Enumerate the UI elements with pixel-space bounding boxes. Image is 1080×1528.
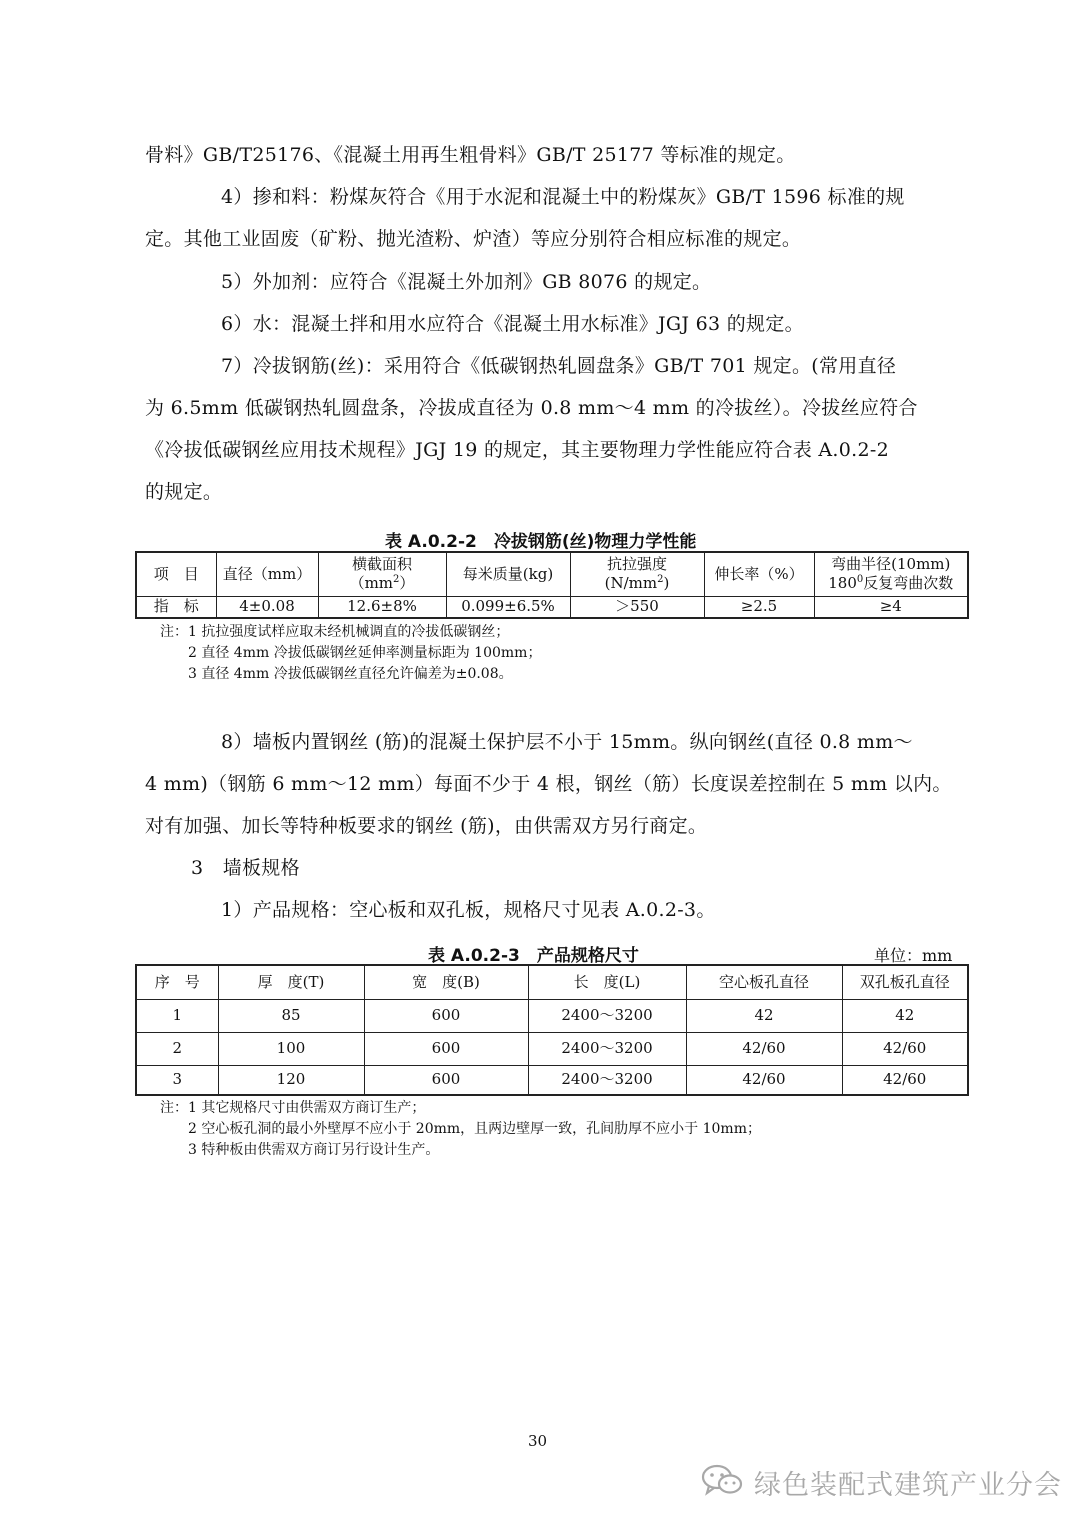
header-cell: 弯曲半径(10mm) $180^0$反复弯曲次数 [814,552,968,596]
table-cell: 100 [218,1032,364,1065]
text-line: 7）冷拔钢筋(丝)：采用符合《低碳钢热轧圆盘条》GB/T 701 规定。(常用直径 [221,355,897,377]
text-line: 4 mm)（钢筋 6 mm～12 mm）每面不少于 4 根，钢丝（筋）长度误差控制在 5 mm 以内。 [145,773,952,795]
note-line: 2 直径 4mm 冷拔低碳钢丝延伸率测量标距为 100mm； [188,645,542,661]
table-cell: 42/60 [842,1032,968,1065]
watermark [700,1462,1062,1502]
header-cell: 厚 度(T) [218,965,364,999]
text-line: 4）掺和料：粉煤灰符合《用于水泥和混凝土中的粉煤灰》GB/T 1596 标准的规 [221,186,905,208]
header-cell: 伸长率（%） [704,552,814,596]
table-row [136,1065,968,1095]
watermark-text: 绿色装配式建筑产业分会 [754,1469,1062,1501]
table-caption: 表 A.0.2-3 产品规格尺寸 [428,946,639,966]
table-cell: 600 [364,1032,528,1065]
table-header-row [136,965,968,999]
paragraph-concrete-cover [145,721,960,847]
table-cell: ＞550 [570,596,704,618]
page-number: 30 [528,1432,548,1450]
header-cell: 双孔板孔直径 [842,965,968,999]
table-cell: 2400～3200 [528,999,686,1032]
header-cell: 空心板孔直径 [686,965,842,999]
text-line: 8）墙板内置钢丝 (筋)的混凝土保护层不小于 15mm。纵向钢丝(直径 0.8 mm～ [221,731,913,753]
paragraph-admixture-fly-ash [145,176,960,260]
text-line: 6）水：混凝土拌和用水应符合《混凝土用水标准》JGJ 63 的规定。 [221,313,804,335]
table-cell: 600 [364,1065,528,1095]
table-row [136,1032,968,1065]
text-line: 定。其他工业固废（矿粉、抛光渣粉、炉渣）等应分别符合相应标准的规定。 [145,228,802,250]
note-line: 3 直径 4mm 冷拔低碳钢丝直径允许偏差为±0.08。 [188,666,513,682]
table-cell: 2400～3200 [528,1032,686,1065]
paragraph-additive [145,261,960,303]
product-spec-table [135,964,969,1096]
table-cell: 12.6±8% [318,596,446,618]
table-cell: 指 标 [136,596,216,618]
table-cell: 2 [136,1032,218,1065]
table-cell: 42 [842,999,968,1032]
table-cell: 42/60 [842,1065,968,1095]
table-cell: ≥4 [814,596,968,618]
table-cell: 2400～3200 [528,1065,686,1095]
table-cell: 42 [686,999,842,1032]
section-heading-wall-spec [145,847,960,889]
header-cell: 宽 度(B) [364,965,528,999]
text-line: 的规定。 [145,481,223,503]
header-cell: 抗拉强度 $(N/mm^2)$ [570,552,704,596]
table1-notes [160,622,541,685]
header-cell: 横截面积$(mm^2)$ [318,552,446,596]
table-row [136,999,968,1032]
paragraph-cold-drawn-steel [145,345,960,513]
steel-properties-table [135,551,969,619]
table-cell: 85 [218,999,364,1032]
note-line: 注：1 抗拉强度试样应取未经机械调直的冷拔低碳钢丝； [160,624,510,640]
table-cell: ≥2.5 [704,596,814,618]
table-cell: 4±0.08 [216,596,318,618]
header-cell: 序 号 [136,965,218,999]
text-line: 为 6.5mm 低碳钢热轧圆盘条，冷拔成直径为 0.8 mm～4 mm 的冷拔丝）。冷拔丝应符合 [145,397,918,419]
table-cell: 600 [364,999,528,1032]
table-caption: 表 A.0.2-2 冷拔钢筋(丝)物理力学性能 [385,532,697,552]
text-line: 《冷拔低碳钢丝应用技术规程》JGJ 19 的规定，其主要物理力学性能应符合表 A.0.2-2 [145,439,889,461]
header-cell: 长 度(L) [528,965,686,999]
table-row [136,596,968,618]
note-line: 3 特种板由供需双方商订另行设计生产。 [188,1142,440,1158]
text-line: 1）产品规格：空心板和双孔板，规格尺寸见表 A.0.2-3。 [221,899,716,921]
header-cell: 每米质量(kg) [446,552,570,596]
note-line: 2 空心板孔洞的最小外壁厚不应小于 20mm，且两边壁厚一致，孔间肋厚不应小于 10mm； [188,1121,761,1137]
table-cell: 42/60 [686,1065,842,1095]
paragraph-aggregate-standards [145,134,960,176]
table-cell: 0.099±6.5% [446,596,570,618]
header-cell: 项 目 [136,552,216,596]
text-line: 5）外加剂：应符合《混凝土外加剂》GB 8076 的规定。 [221,271,712,293]
text-line: 骨料》GB/T25176、《混凝土用再生粗骨料》GB/T 25177 等标准的规定。 [145,144,796,166]
table-unit: 单位：mm [874,946,953,965]
text-line: 对有加强、加长等特种板要求的钢丝 (筋)，由供需双方另行商定。 [145,815,708,837]
paragraph-product-spec [145,889,960,931]
text-line: 3 墙板规格 [191,857,300,879]
table-header-row [136,552,968,596]
paragraph-water [145,303,960,345]
header-cell: 直径（mm） [216,552,318,596]
table2-notes [160,1098,761,1161]
note-line: 注：1 其它规格尺寸由供需双方商订生产； [160,1100,426,1116]
table-cell: 120 [218,1065,364,1095]
table-cell: 42/60 [686,1032,842,1065]
wechat-icon [700,1462,744,1502]
table-cell: 3 [136,1065,218,1095]
table-cell: 1 [136,999,218,1032]
